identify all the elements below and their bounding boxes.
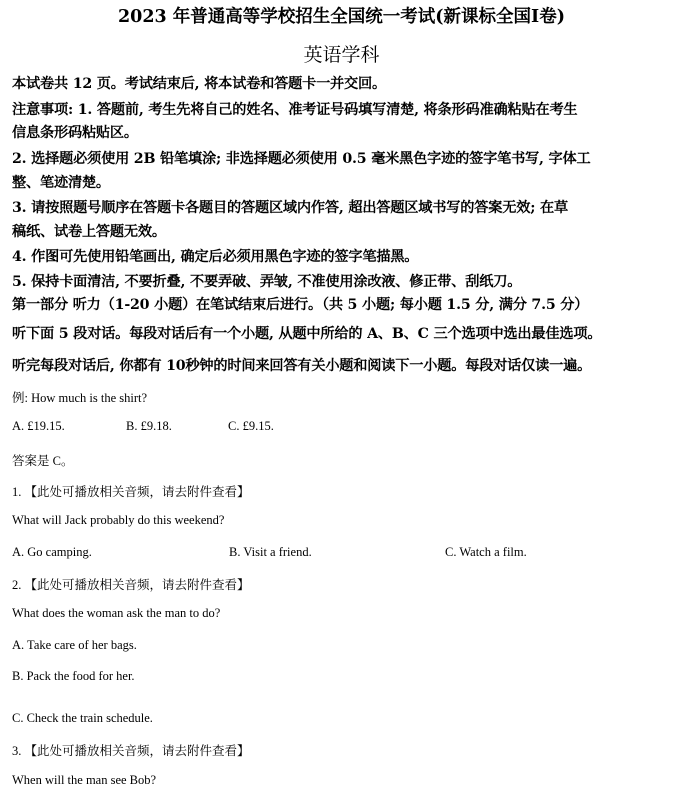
example-option-c: C. £9.15. (228, 419, 274, 433)
example-option-b: B. £9.18. (126, 419, 172, 433)
q1-option-a: A. Go camping. (12, 545, 92, 559)
q2-option-b: B. Pack the food for her. (12, 669, 135, 683)
q2-option-a: A. Take care of her bags. (12, 638, 137, 652)
example-answer: 答案是 C。 (12, 454, 74, 468)
q1-option-b: B. Visit a friend. (229, 545, 312, 559)
instruction-line: 5. 保持卡面清洁, 不要折叠, 不要弄破、弄皱, 不准使用涂改液、修正带、刮纸刀。 (12, 274, 522, 290)
question-3: When will the man see Bob? (12, 773, 157, 787)
example-question: 例: How much is the shirt? (12, 391, 148, 405)
instruction-line: 信息条形码粘贴区。 (12, 125, 138, 141)
instruction-line: 本试卷共 12 页。考试结束后, 将本试卷和答题卡一并交回。 (12, 76, 387, 92)
q2-option-c: C. Check the train schedule. (12, 711, 153, 725)
section-directions: 听下面 5 段对话。每段对话后有一个小题, 从题中所给的 A、B、C 三个选项中选出最佳选项。 (12, 326, 602, 342)
instruction-line: 3. 请按照题号顺序在答题卡各题目的答题区域内作答, 超出答题区域书写的答案无效; 在草 (12, 200, 568, 216)
question-2: What does the woman ask the man to do? (12, 606, 221, 620)
instruction-line: 整、笔迹清楚。 (12, 175, 110, 191)
audio-placeholder-q1[interactable]: 1. 【此处可播放相关音频，请去附件查看】 (12, 485, 250, 499)
section-heading: 第一部分 听力（1-20 小题）在笔试结束后进行。（共 5 小题; 每小题 1.5 分, 满分 7.5 分） (12, 297, 589, 313)
subject-title: 英语学科 (303, 44, 380, 66)
instruction-line: 4. 作图可先使用铅笔画出, 确定后必须用黑色字迹的签字笔描黑。 (12, 249, 419, 265)
instruction-line: 稿纸、试卷上答题无效。 (12, 224, 166, 240)
exam-title: 2023 年普通高等学校招生全国统一考试(新课标全国Ⅰ卷) (117, 7, 566, 27)
section-directions: 听完每段对话后, 你都有 10秒钟的时间来回答有关小题和阅读下一小题。每段对话仅读一遍。 (12, 358, 592, 374)
q1-option-c: C. Watch a film. (445, 545, 527, 559)
instruction-line: 2. 选择题必须使用 2B 铅笔填涂; 非选择题必须使用 0.5 毫米黑色字迹的签字笔书写, 字体工 (12, 151, 591, 167)
instruction-line: 注意事项: 1. 答题前, 考生先将自己的姓名、准考证号码填写清楚, 将条形码准确粘贴在考生 (12, 102, 578, 118)
question-1: What will Jack probably do this weekend? (12, 513, 225, 527)
audio-placeholder-q3[interactable]: 3. 【此处可播放相关音频，请去附件查看】 (12, 744, 250, 758)
audio-placeholder-q2[interactable]: 2. 【此处可播放相关音频，请去附件查看】 (12, 578, 250, 592)
example-option-a: A. £19.15. (12, 419, 65, 433)
